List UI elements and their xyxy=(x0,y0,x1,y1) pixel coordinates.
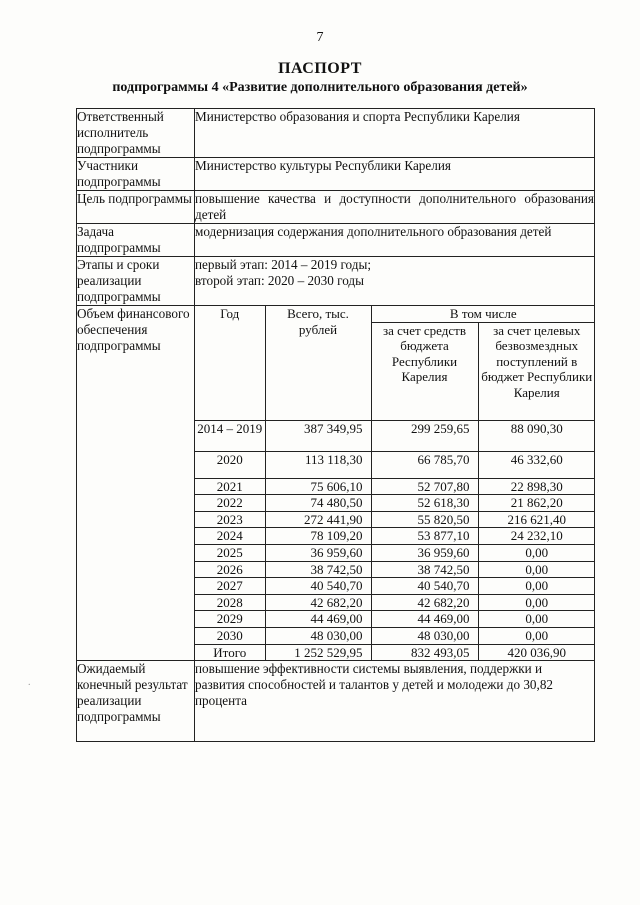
financing-year: 2027 xyxy=(195,578,265,595)
label-expected: Ожидаемый конечный результат реализации подпрограммы xyxy=(77,661,195,742)
document-title: ПАСПОРТ xyxy=(278,60,362,77)
label-stages: Этапы и сроки реализации подпрограммы xyxy=(77,257,195,306)
value-responsible: Министерство образования и спорта Республики Карелия xyxy=(195,109,595,158)
financing-total: 40 540,70 xyxy=(265,578,371,595)
financing-total: 38 742,50 xyxy=(265,561,371,578)
document-subtitle: подпрограммы 4 «Развитие дополнительного образования детей» xyxy=(112,80,528,95)
financing-year: 2020 xyxy=(195,451,265,478)
financing-total: 36 959,60 xyxy=(265,544,371,561)
financing-year: 2023 xyxy=(195,511,265,528)
financing-donations: 0,00 xyxy=(478,594,595,611)
financing-donations: 88 090,30 xyxy=(478,420,595,451)
financing-year: 2014 – 2019 xyxy=(195,420,265,451)
row-stages xyxy=(77,257,595,306)
financing-republic-budget: 55 820,50 xyxy=(371,511,478,528)
financing-republic-budget: 52 707,80 xyxy=(371,478,478,495)
financing-donations: 24 232,10 xyxy=(478,528,595,545)
financing-republic-budget: 832 493,05 xyxy=(371,644,478,660)
financing-row xyxy=(195,511,595,528)
label-participants: Участники подпрограммы xyxy=(77,158,195,191)
financing-total: 1 252 529,95 xyxy=(265,644,371,660)
financing-year: 2024 xyxy=(195,528,265,545)
financing-republic-budget: 38 742,50 xyxy=(371,561,478,578)
header-donations: за счет целевых безвозмездных поступлений в бюджет Республики Карелия xyxy=(478,322,595,420)
financing-row xyxy=(195,544,595,561)
financing-year: 2028 xyxy=(195,594,265,611)
row-expected xyxy=(77,661,595,742)
margin-mark: . xyxy=(28,677,31,688)
financing-row xyxy=(195,627,595,644)
label-task: Задача подпрограммы xyxy=(77,224,195,257)
financing-donations: 22 898,30 xyxy=(478,478,595,495)
financing-year: Итого xyxy=(195,644,265,660)
row-participants xyxy=(77,158,595,191)
financing-total: 387 349,95 xyxy=(265,420,371,451)
financing-donations: 0,00 xyxy=(478,578,595,595)
header-including: В том числе xyxy=(371,306,595,322)
financing-republic-budget: 40 540,70 xyxy=(371,578,478,595)
value-task: модернизация содержания дополнительного образования детей xyxy=(195,224,595,257)
financing-row xyxy=(195,611,595,628)
financing-republic-budget: 66 785,70 xyxy=(371,451,478,478)
financing-row xyxy=(195,478,595,495)
header-republic-budget: за счет средств бюджета Республики Карелия xyxy=(371,322,478,420)
financing-donations: 21 862,20 xyxy=(478,495,595,512)
financing-republic-budget: 53 877,10 xyxy=(371,528,478,545)
financing-row xyxy=(195,594,595,611)
page-number: 7 xyxy=(316,30,324,45)
row-financing xyxy=(77,306,595,661)
financing-republic-budget: 36 959,60 xyxy=(371,544,478,561)
value-goal: повышение качества и доступности дополнительного образования детей xyxy=(195,191,594,222)
financing-year: 2022 xyxy=(195,495,265,512)
financing-total: 272 441,90 xyxy=(265,511,371,528)
financing-row xyxy=(195,561,595,578)
value-participants: Министерство культуры Республики Карелия xyxy=(195,158,595,191)
financing-total: 44 469,00 xyxy=(265,611,371,628)
financing-donations: 46 332,60 xyxy=(478,451,595,478)
financing-republic-budget: 42 682,20 xyxy=(371,594,478,611)
value-expected: повышение эффективности системы выявления, поддержки и развития способностей и талантов у детей и молодежи до 30,82 процента xyxy=(195,661,595,742)
financing-total: 113 118,30 xyxy=(265,451,371,478)
stage-one: первый этап: 2014 – 2019 годы; xyxy=(195,257,371,272)
financing-row xyxy=(195,644,595,660)
label-financing: Объем финансового обеспечения подпрограммы xyxy=(77,306,195,661)
financing-donations: 420 036,90 xyxy=(478,644,595,660)
financing-row xyxy=(195,420,595,451)
financing-table xyxy=(195,306,595,660)
financing-donations: 0,00 xyxy=(478,544,595,561)
financing-total: 74 480,50 xyxy=(265,495,371,512)
label-goal: Цель подпрограммы xyxy=(77,191,195,224)
row-responsible xyxy=(77,109,595,158)
label-responsible: Ответственный исполнитель подпрограммы xyxy=(77,109,195,158)
financing-row xyxy=(195,528,595,545)
financing-total: 42 682,20 xyxy=(265,594,371,611)
stage-two: второй этап: 2020 – 2030 годы xyxy=(195,272,365,288)
financing-row xyxy=(195,451,595,478)
financing-year: 2029 xyxy=(195,611,265,628)
financing-year: 2030 xyxy=(195,627,265,644)
financing-republic-budget: 299 259,65 xyxy=(371,420,478,451)
financing-donations: 0,00 xyxy=(478,611,595,628)
financing-republic-budget: 48 030,00 xyxy=(371,627,478,644)
header-total: Всего, тыс. рублей xyxy=(265,306,371,420)
financing-donations: 0,00 xyxy=(478,627,595,644)
row-goal xyxy=(77,191,595,224)
header-year: Год xyxy=(195,306,265,420)
financing-donations: 216 621,40 xyxy=(478,511,595,528)
financing-total: 78 109,20 xyxy=(265,528,371,545)
financing-total: 48 030,00 xyxy=(265,627,371,644)
passport-table xyxy=(76,108,595,742)
row-task xyxy=(77,224,595,257)
financing-year: 2021 xyxy=(195,478,265,495)
financing-row xyxy=(195,578,595,595)
financing-donations: 0,00 xyxy=(478,561,595,578)
financing-total: 75 606,10 xyxy=(265,478,371,495)
financing-republic-budget: 44 469,00 xyxy=(371,611,478,628)
financing-year: 2025 xyxy=(195,544,265,561)
financing-republic-budget: 52 618,30 xyxy=(371,495,478,512)
financing-row xyxy=(195,495,595,512)
financing-year: 2026 xyxy=(195,561,265,578)
